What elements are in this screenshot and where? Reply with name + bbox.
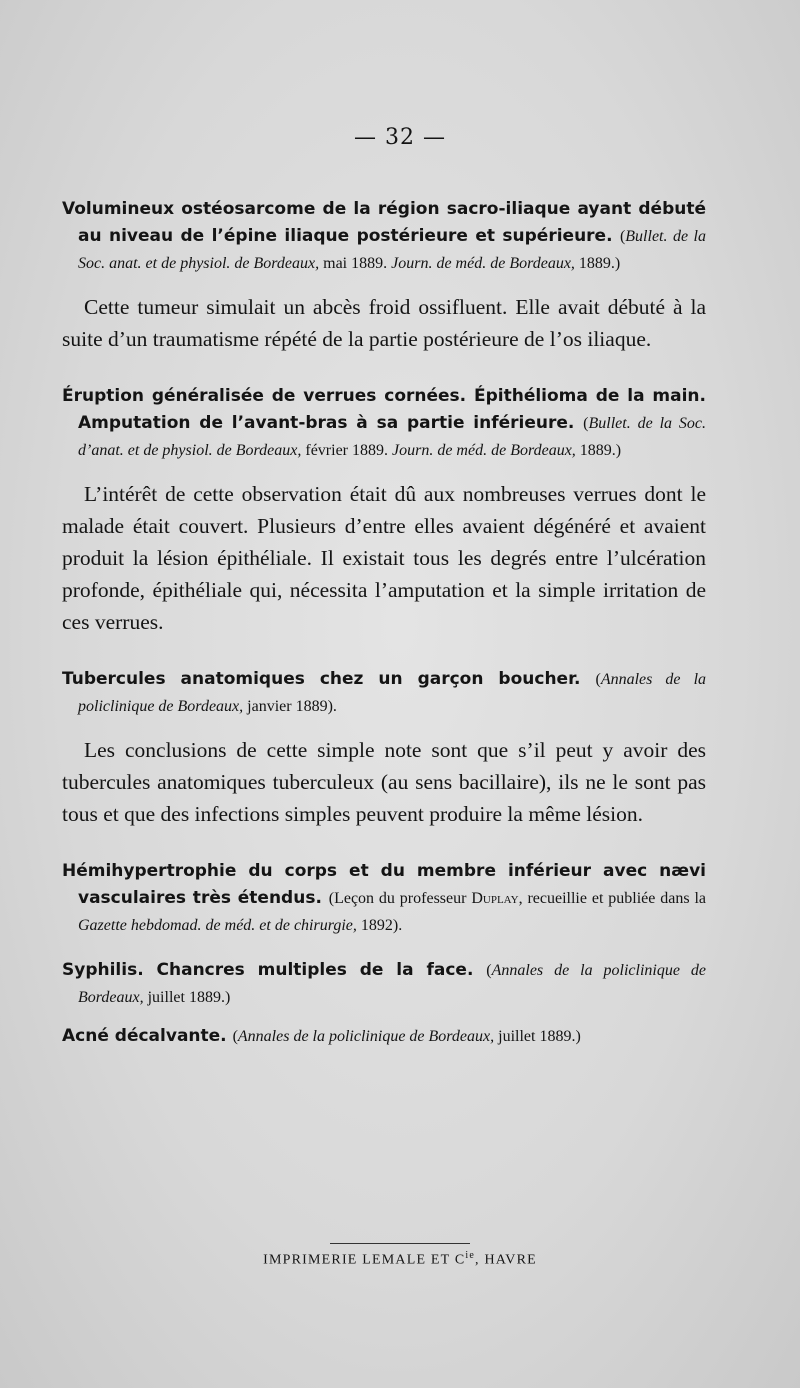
entry-reference: (Bullet. de la Soc. anat. et de physiol. de Bordeaux, mai 1889. Journ. de méd. de Bordeaux, 1889.) bbox=[78, 228, 706, 272]
entry-heading: Volumineux ostéosarcome de la région sacro-iliaque ayant débuté au niveau de l’épine iliaque postérieure et supérieure. bbox=[62, 199, 706, 246]
entry-reference: (Leçon du professeur Duplay, recueillie et publiée dans la Gazette hebdomad. de méd. et de chirurgie, 1892). bbox=[78, 890, 707, 934]
entry-title-syphilis bbox=[62, 957, 706, 1011]
entry-heading: Syphilis. Chancres multiples de la face. bbox=[62, 960, 474, 980]
footer-divider bbox=[330, 1243, 470, 1244]
entry-heading: Éruption généralisée de verrues cornées. Épithélioma de la main. Amputation de l’avant-bras à sa partie inférieure. bbox=[62, 386, 706, 433]
entry-reference: (Bullet. de la Soc. d’anat. et de physiol. de Bordeaux, février 1889. Journ. de méd. de Bordeaux, 1889.) bbox=[78, 415, 707, 459]
entry-title-eruption bbox=[62, 383, 706, 464]
entry-reference: (Annales de la policlinique de Bordeaux, janvier 1889). bbox=[78, 671, 707, 715]
entry-reference: (Annales de la policlinique de Bordeaux, juillet 1889.) bbox=[232, 1028, 581, 1045]
entry-reference: (Annales de la policlinique de Bordeaux, juillet 1889.) bbox=[78, 962, 707, 1006]
entry-body: Cette tumeur simulait un abcès froid ossifluent. Elle avait débuté à la suite d’un traumatisme répété de la partie postérieure de l’os iliaque. bbox=[62, 295, 706, 351]
page-content bbox=[62, 196, 706, 1050]
printer-imprint: IMPRIMERIE LEMALE ET $C^{ie}$, HAVRE bbox=[263, 1250, 537, 1268]
entry-body: Les conclusions de cette simple note sont que s’il peut y avoir des tubercules anatomiques tuberculeux (au sens bacillaire), ils ne le sont pas tous et que des infections simples peuvent produire la même lésion. bbox=[62, 738, 706, 826]
entry-heading: Acné décalvante. bbox=[62, 1026, 227, 1046]
entry-title-osteosarcome bbox=[62, 196, 706, 277]
entry-title-hemihypertrophie bbox=[62, 858, 706, 939]
entry-heading: Hémihypertrophie du corps et du membre inférieur avec nævi vasculaires très étendus. bbox=[62, 861, 706, 908]
entry-title-acne bbox=[62, 1023, 706, 1050]
entry-heading: Tubercules anatomiques chez un garçon boucher. bbox=[62, 669, 581, 689]
entry-body: L’intérêt de cette observation était dû aux nombreuses verrues dont le malade était couvert. Plusieurs d’entre elles avaient dégénéré et avaient produit la lésion épithéliale. Il existait tous les degrés entre l’ulcération profonde, épithéliale qui, nécessita l’amputation et la simple irritation de ces verrues. bbox=[62, 482, 706, 634]
page-number: — 32 — bbox=[354, 125, 446, 150]
entry-title-tubercules bbox=[62, 666, 706, 720]
